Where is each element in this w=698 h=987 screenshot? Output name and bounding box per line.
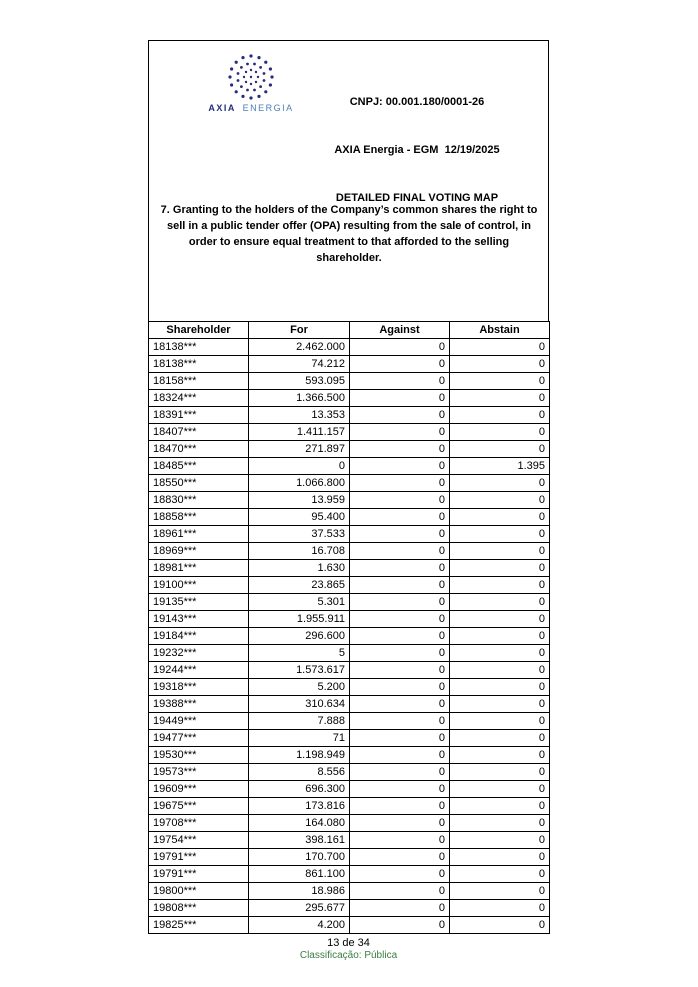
header-row: [149, 322, 550, 339]
vote-count-cell: 0: [350, 781, 450, 798]
vote-count-cell: 0: [450, 730, 550, 747]
logo-text-energia: ENERGIA: [242, 103, 294, 113]
axia-logo-sphere-icon: [227, 53, 275, 101]
shareholder-cell: 19808***: [149, 900, 249, 917]
vote-count-cell: 0: [350, 458, 450, 475]
vote-count-cell: 0: [350, 679, 450, 696]
vote-count-cell: 0: [450, 611, 550, 628]
shareholder-cell: 19708***: [149, 815, 249, 832]
page-footer: [148, 937, 549, 961]
cnpj-line: CNPJ: 00.001.180/0001-26: [349, 96, 485, 108]
shareholder-cell: 19791***: [149, 866, 249, 883]
for-column-header: For: [249, 322, 350, 339]
vote-count-cell: 398.161: [249, 832, 350, 849]
table-row: [149, 526, 550, 543]
vote-count-cell: 0: [350, 509, 450, 526]
vote-count-cell: 95.400: [249, 509, 350, 526]
vote-count-cell: 0: [350, 475, 450, 492]
shareholder-cell: 19791***: [149, 849, 249, 866]
vote-count-cell: 0: [350, 832, 450, 849]
vote-count-cell: 13.353: [249, 407, 350, 424]
table-row: [149, 900, 550, 917]
shareholder-cell: 19573***: [149, 764, 249, 781]
shareholder-cell: 19754***: [149, 832, 249, 849]
document-page: [148, 40, 549, 961]
vote-count-cell: 1.066.800: [249, 475, 350, 492]
table-row: [149, 883, 550, 900]
vote-count-cell: 0: [450, 407, 550, 424]
table-row: [149, 560, 550, 577]
table-row: [149, 849, 550, 866]
vote-count-cell: 18.986: [249, 883, 350, 900]
voting-table-header: [149, 322, 550, 339]
vote-count-cell: 0: [450, 424, 550, 441]
shareholder-cell: 19477***: [149, 730, 249, 747]
vote-count-cell: 861.100: [249, 866, 350, 883]
vote-count-cell: 0: [450, 900, 550, 917]
vote-count-cell: 0: [450, 560, 550, 577]
classification-label: Classificação: Pública: [299, 950, 398, 961]
shareholder-cell: 19135***: [149, 594, 249, 611]
table-row: [149, 645, 550, 662]
shareholder-cell: 19530***: [149, 747, 249, 764]
vote-count-cell: 0: [450, 747, 550, 764]
shareholder-column-header: Shareholder: [149, 322, 249, 339]
vote-count-cell: 0: [350, 339, 450, 356]
vote-count-cell: 0: [350, 543, 450, 560]
meeting-line: AXIA Energia - EGM 12/19/2025: [334, 144, 500, 156]
report-title: DETAILED FINAL VOTING MAP: [335, 192, 499, 204]
vote-count-cell: 0: [350, 526, 450, 543]
table-row: [149, 781, 550, 798]
vote-count-cell: 0: [350, 577, 450, 594]
shareholder-cell: 19449***: [149, 713, 249, 730]
vote-count-cell: 0: [350, 900, 450, 917]
shareholder-cell: 18391***: [149, 407, 249, 424]
table-row: [149, 441, 550, 458]
vote-count-cell: 0: [350, 696, 450, 713]
vote-count-cell: 0: [450, 475, 550, 492]
shareholder-cell: 18138***: [149, 339, 249, 356]
vote-count-cell: 0: [450, 543, 550, 560]
table-row: [149, 679, 550, 696]
table-row: [149, 832, 550, 849]
vote-count-cell: 0: [350, 390, 450, 407]
vote-count-cell: 0: [249, 458, 350, 475]
vote-count-cell: 16.708: [249, 543, 350, 560]
vote-count-cell: 0: [350, 917, 450, 934]
shareholder-cell: 19388***: [149, 696, 249, 713]
table-row: [149, 594, 550, 611]
vote-count-cell: 0: [350, 662, 450, 679]
vote-count-cell: 7.888: [249, 713, 350, 730]
table-row: [149, 458, 550, 475]
vote-count-cell: 0: [350, 866, 450, 883]
vote-count-cell: 0: [450, 815, 550, 832]
vote-count-cell: 296.600: [249, 628, 350, 645]
vote-count-cell: 0: [350, 424, 450, 441]
vote-count-cell: 1.573.617: [249, 662, 350, 679]
vote-count-cell: 0: [450, 339, 550, 356]
vote-count-cell: 0: [450, 696, 550, 713]
vote-count-cell: 696.300: [249, 781, 350, 798]
shareholder-cell: 18470***: [149, 441, 249, 458]
vote-count-cell: 173.816: [249, 798, 350, 815]
vote-count-cell: 0: [450, 526, 550, 543]
voting-table-body: [149, 339, 550, 934]
vote-count-cell: 0: [350, 628, 450, 645]
vote-count-cell: 1.198.949: [249, 747, 350, 764]
table-row: [149, 509, 550, 526]
table-row: [149, 390, 550, 407]
table-row: [149, 815, 550, 832]
vote-count-cell: 5.301: [249, 594, 350, 611]
vote-count-cell: 2.462.000: [249, 339, 350, 356]
vote-count-cell: 8.556: [249, 764, 350, 781]
vote-count-cell: 0: [450, 662, 550, 679]
against-column-header: Against: [350, 322, 450, 339]
vote-count-cell: 0: [450, 390, 550, 407]
vote-count-cell: 0: [350, 407, 450, 424]
vote-count-cell: 0: [450, 781, 550, 798]
abstain-column-header: Abstain: [450, 322, 550, 339]
table-row: [149, 356, 550, 373]
shareholder-cell: 18830***: [149, 492, 249, 509]
vote-count-cell: 310.634: [249, 696, 350, 713]
vote-count-cell: 23.865: [249, 577, 350, 594]
vote-count-cell: 0: [350, 373, 450, 390]
shareholder-cell: 18324***: [149, 390, 249, 407]
shareholder-cell: 18158***: [149, 373, 249, 390]
vote-count-cell: 0: [350, 747, 450, 764]
shareholder-cell: 18138***: [149, 356, 249, 373]
table-row: [149, 917, 550, 934]
vote-count-cell: 71: [249, 730, 350, 747]
table-row: [149, 713, 550, 730]
table-row: [149, 475, 550, 492]
vote-count-cell: 0: [450, 509, 550, 526]
vote-count-cell: 0: [350, 713, 450, 730]
shareholder-cell: 19825***: [149, 917, 249, 934]
vote-count-cell: 0: [450, 883, 550, 900]
shareholder-cell: 19318***: [149, 679, 249, 696]
vote-count-cell: 1.630: [249, 560, 350, 577]
shareholder-cell: 19800***: [149, 883, 249, 900]
vote-count-cell: 170.700: [249, 849, 350, 866]
shareholder-cell: 18969***: [149, 543, 249, 560]
table-row: [149, 747, 550, 764]
vote-count-cell: 295.677: [249, 900, 350, 917]
table-row: [149, 373, 550, 390]
vote-count-cell: 0: [450, 373, 550, 390]
vote-count-cell: 0: [450, 798, 550, 815]
vote-count-cell: 0: [450, 849, 550, 866]
shareholder-cell: 18550***: [149, 475, 249, 492]
table-row: [149, 577, 550, 594]
vote-count-cell: 5: [249, 645, 350, 662]
vote-count-cell: 0: [450, 866, 550, 883]
shareholder-cell: 19232***: [149, 645, 249, 662]
shareholder-cell: 19184***: [149, 628, 249, 645]
vote-count-cell: 0: [350, 594, 450, 611]
shareholder-cell: 19244***: [149, 662, 249, 679]
vote-count-cell: 0: [350, 492, 450, 509]
table-row: [149, 424, 550, 441]
shareholder-cell: 19100***: [149, 577, 249, 594]
shareholder-cell: 18407***: [149, 424, 249, 441]
vote-count-cell: 0: [350, 611, 450, 628]
vote-count-cell: 13.959: [249, 492, 350, 509]
table-row: [149, 492, 550, 509]
vote-count-cell: 4.200: [249, 917, 350, 934]
shareholder-cell: 18961***: [149, 526, 249, 543]
vote-count-cell: 0: [350, 645, 450, 662]
table-row: [149, 611, 550, 628]
vote-count-cell: 0: [350, 730, 450, 747]
vote-count-cell: 1.411.157: [249, 424, 350, 441]
vote-count-cell: 0: [350, 798, 450, 815]
vote-count-cell: 0: [450, 628, 550, 645]
page-number-indicator: 13 de 34: [327, 937, 370, 949]
table-row: [149, 696, 550, 713]
vote-count-cell: 0: [450, 764, 550, 781]
table-row: [149, 866, 550, 883]
vote-count-cell: 271.897: [249, 441, 350, 458]
shareholder-cell: 19675***: [149, 798, 249, 815]
vote-count-cell: 0: [350, 764, 450, 781]
vote-count-cell: 0: [450, 832, 550, 849]
vote-count-cell: 37.533: [249, 526, 350, 543]
vote-count-cell: 0: [350, 815, 450, 832]
vote-count-cell: 164.080: [249, 815, 350, 832]
vote-count-cell: 0: [450, 645, 550, 662]
vote-count-cell: 0: [450, 356, 550, 373]
shareholder-cell: 18858***: [149, 509, 249, 526]
vote-count-cell: 0: [450, 577, 550, 594]
company-logo-wordmark: [185, 103, 317, 113]
shareholder-cell: 18981***: [149, 560, 249, 577]
logo-text-axia: AXIA: [208, 103, 236, 113]
vote-count-cell: 0: [450, 679, 550, 696]
shareholder-cell: 19609***: [149, 781, 249, 798]
voting-results-table: [148, 321, 550, 934]
table-row: [149, 662, 550, 679]
vote-count-cell: 0: [350, 849, 450, 866]
vote-count-cell: 5.200: [249, 679, 350, 696]
agenda-item-text: 7. Granting to the holders of the Company’s common shares the right to sell in a public tender offer (OPA) resulting from the sale of control, in order to ensure equal treatment to that afforded to the selling shareholder.: [160, 204, 538, 264]
vote-count-cell: 0: [350, 560, 450, 577]
vote-count-cell: 0: [450, 441, 550, 458]
vote-count-cell: 74.212: [249, 356, 350, 373]
shareholder-cell: 19143***: [149, 611, 249, 628]
document-header-frame: [148, 40, 549, 322]
table-row: [149, 730, 550, 747]
table-row: [149, 628, 550, 645]
table-row: [149, 798, 550, 815]
shareholder-cell: 18485***: [149, 458, 249, 475]
vote-count-cell: 0: [450, 594, 550, 611]
vote-count-cell: 1.395: [450, 458, 550, 475]
vote-count-cell: 0: [350, 356, 450, 373]
vote-count-cell: 0: [350, 441, 450, 458]
company-logo: [185, 53, 317, 113]
vote-count-cell: 1.366.500: [249, 390, 350, 407]
table-row: [149, 764, 550, 781]
vote-count-cell: 1.955.911: [249, 611, 350, 628]
table-row: [149, 407, 550, 424]
vote-count-cell: 0: [450, 492, 550, 509]
table-row: [149, 543, 550, 560]
vote-count-cell: 0: [450, 917, 550, 934]
vote-count-cell: 593.095: [249, 373, 350, 390]
vote-count-cell: 0: [450, 713, 550, 730]
table-row: [149, 339, 550, 356]
vote-count-cell: 0: [350, 883, 450, 900]
